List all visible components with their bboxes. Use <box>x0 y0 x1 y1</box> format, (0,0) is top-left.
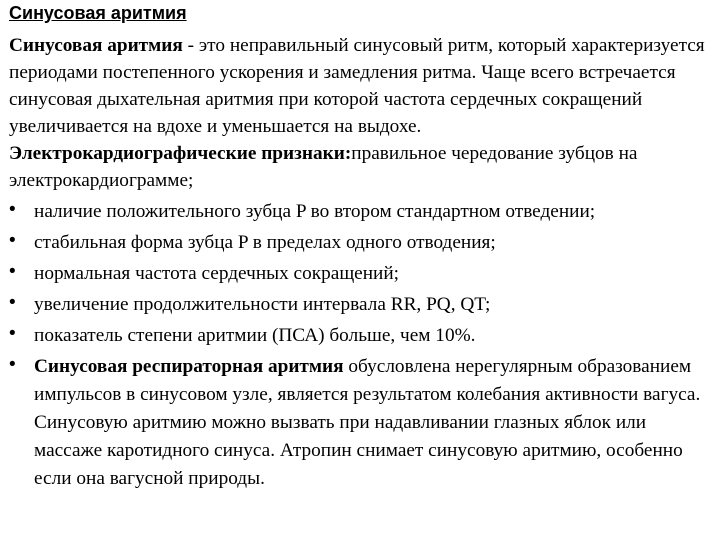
bullet-icon: • <box>9 261 16 282</box>
ecg-signs-heading: Электрокардиографические признаки: <box>9 143 352 164</box>
bullet-list <box>9 198 715 493</box>
bullet-icon: • <box>9 354 16 375</box>
list-item <box>9 198 715 225</box>
ecg-signs-text: правильное чередование зубцов на электрокардиограмме; <box>9 143 638 191</box>
content-body <box>9 32 715 493</box>
list-item-text: показатель степени аритмии (ПСА) больше, чем 10%. <box>34 325 476 346</box>
bullet-icon: • <box>9 230 16 251</box>
list-item-text: стабильная форма зубца P в пределах одного отводения; <box>34 232 496 253</box>
list-item <box>9 291 715 318</box>
definition-term: Синусовая аритмия <box>9 35 183 56</box>
list-item-text: наличие положительного зубца P во втором стандартном отведении; <box>34 201 596 222</box>
respiratory-text: обусловлена нерегулярным образованием импульсов в синусовом узле, является результатом колебания активности вагуса. Синусовую аритмию можно вызвать при надавливании глазных яблок или массаже каротидного синуса. Атропин снимает синусовую аритмию, особенно если она вагусной природы. <box>34 356 701 489</box>
definition-text: - это неправильный синусовый ритм, который характеризуется периодами постепенного ускорения и замедления ритма. Чаще всего встречается синусовая дыхательная аритмия при которой частота сердечных сокращений увеличивается на вдохе и уменьшается на выдохе. <box>9 35 705 137</box>
list-item <box>9 229 715 256</box>
respiratory-term: Синусовая респираторная аритмия <box>34 356 344 377</box>
bullet-icon: • <box>9 199 16 220</box>
bullet-icon: • <box>9 323 16 344</box>
list-item-text: увеличение продолжительности интервала RR, PQ, QT; <box>34 294 491 315</box>
list-item-respiratory <box>9 353 715 493</box>
definition-paragraph <box>9 32 715 140</box>
list-item <box>9 260 715 287</box>
list-item <box>9 322 715 349</box>
list-item-text: нормальная частота сердечных сокращений; <box>34 263 400 284</box>
bullet-icon: • <box>9 292 16 313</box>
ecg-signs-paragraph <box>9 140 715 194</box>
page-title: Синусовая аритмия <box>9 3 187 23</box>
